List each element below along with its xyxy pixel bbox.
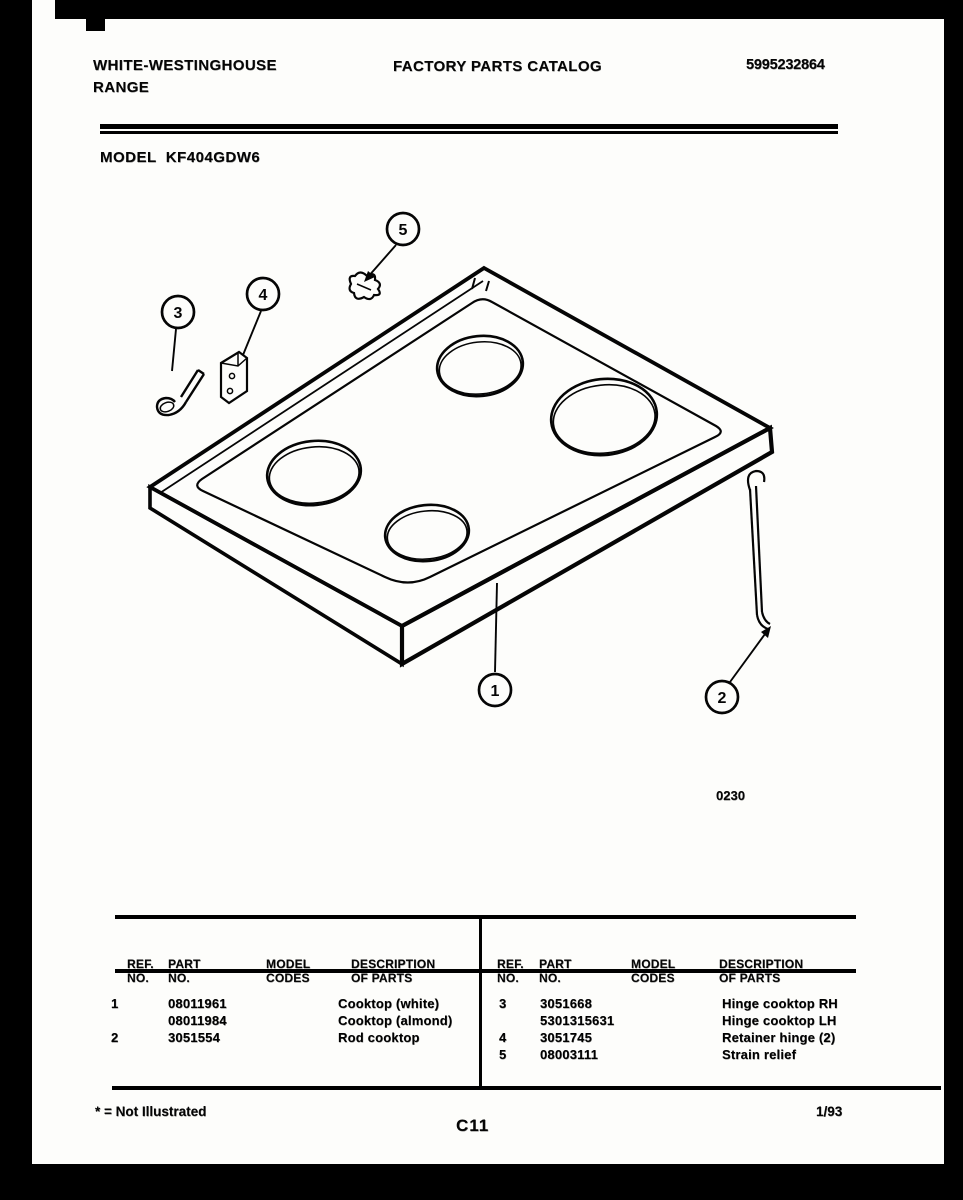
table-top-border <box>115 915 856 919</box>
table-row: 2 3051554 Rod cooktop <box>111 1030 420 1045</box>
strain-relief-drawing <box>350 273 380 300</box>
burner-opening-front-left <box>264 436 364 509</box>
col-header-desc-left: DESCRIPTION OF PARTS <box>351 957 436 985</box>
revision-date: 1/93 <box>816 1104 843 1119</box>
burner-opening-back-left <box>434 332 526 401</box>
leader-arrow-5 <box>364 271 375 282</box>
table-bottom-border <box>112 1086 941 1090</box>
cooktop-main-top-drawing <box>150 268 772 664</box>
callout-4-number: 4 <box>258 287 268 304</box>
callout-5 <box>387 213 419 245</box>
not-illustrated-note: * = Not Illustrated <box>95 1104 207 1119</box>
callout-3 <box>162 296 194 328</box>
leader-line-2 <box>730 634 765 682</box>
col-header-part-left: PART NO. <box>168 957 201 985</box>
col-header-ref-left: REF. NO. <box>127 957 154 985</box>
brand-product: RANGE <box>93 79 150 96</box>
figure-code: 0230 <box>716 788 745 803</box>
page-number: C11 <box>456 1116 490 1135</box>
hinge-drawing <box>157 370 204 415</box>
table-row: 3 3051668 Hinge cooktop RH <box>499 996 838 1011</box>
table-divider <box>479 915 482 1088</box>
col-header-part-right: PART NO. <box>539 957 572 985</box>
leader-line-5 <box>367 245 396 278</box>
brand-name: WHITE-WESTINGHOUSE <box>93 57 277 74</box>
table-row: 1 08011961 Cooktop (white) <box>111 996 440 1011</box>
callout-2-number: 2 <box>717 690 727 707</box>
catalog-title: FACTORY PARTS CATALOG <box>393 58 602 75</box>
burner-opening-front-center <box>382 501 471 565</box>
callout-2 <box>706 681 738 713</box>
leader-line-3 <box>172 329 176 371</box>
leader-line-4 <box>243 311 261 355</box>
table-row: 08011984 Cooktop (almond) <box>168 1013 453 1028</box>
table-row: 4 3051745 Retainer hinge (2) <box>499 1030 836 1045</box>
table-row: 5 08003111 Strain relief <box>499 1047 797 1062</box>
col-header-model-right: MODEL CODES <box>631 957 676 985</box>
callout-4 <box>247 278 279 310</box>
callout-5-number: 5 <box>398 222 408 239</box>
col-header-desc-right: DESCRIPTION OF PARTS <box>719 957 804 985</box>
callout-1-number: 1 <box>490 683 500 700</box>
callout-1 <box>479 674 511 706</box>
table-row: 5301315631 Hinge cooktop LH <box>540 1013 837 1028</box>
col-header-ref-right: REF. NO. <box>497 957 524 985</box>
cooktop-rod-drawing <box>748 471 770 629</box>
publication-number: 5995232864 <box>746 57 825 73</box>
col-header-model-left: MODEL CODES <box>266 957 311 985</box>
retainer-hinge-drawing <box>221 352 247 403</box>
callout-3-number: 3 <box>173 305 183 322</box>
leader-line-1 <box>495 583 497 672</box>
model-number: MODEL KF404GDW6 <box>100 149 261 166</box>
